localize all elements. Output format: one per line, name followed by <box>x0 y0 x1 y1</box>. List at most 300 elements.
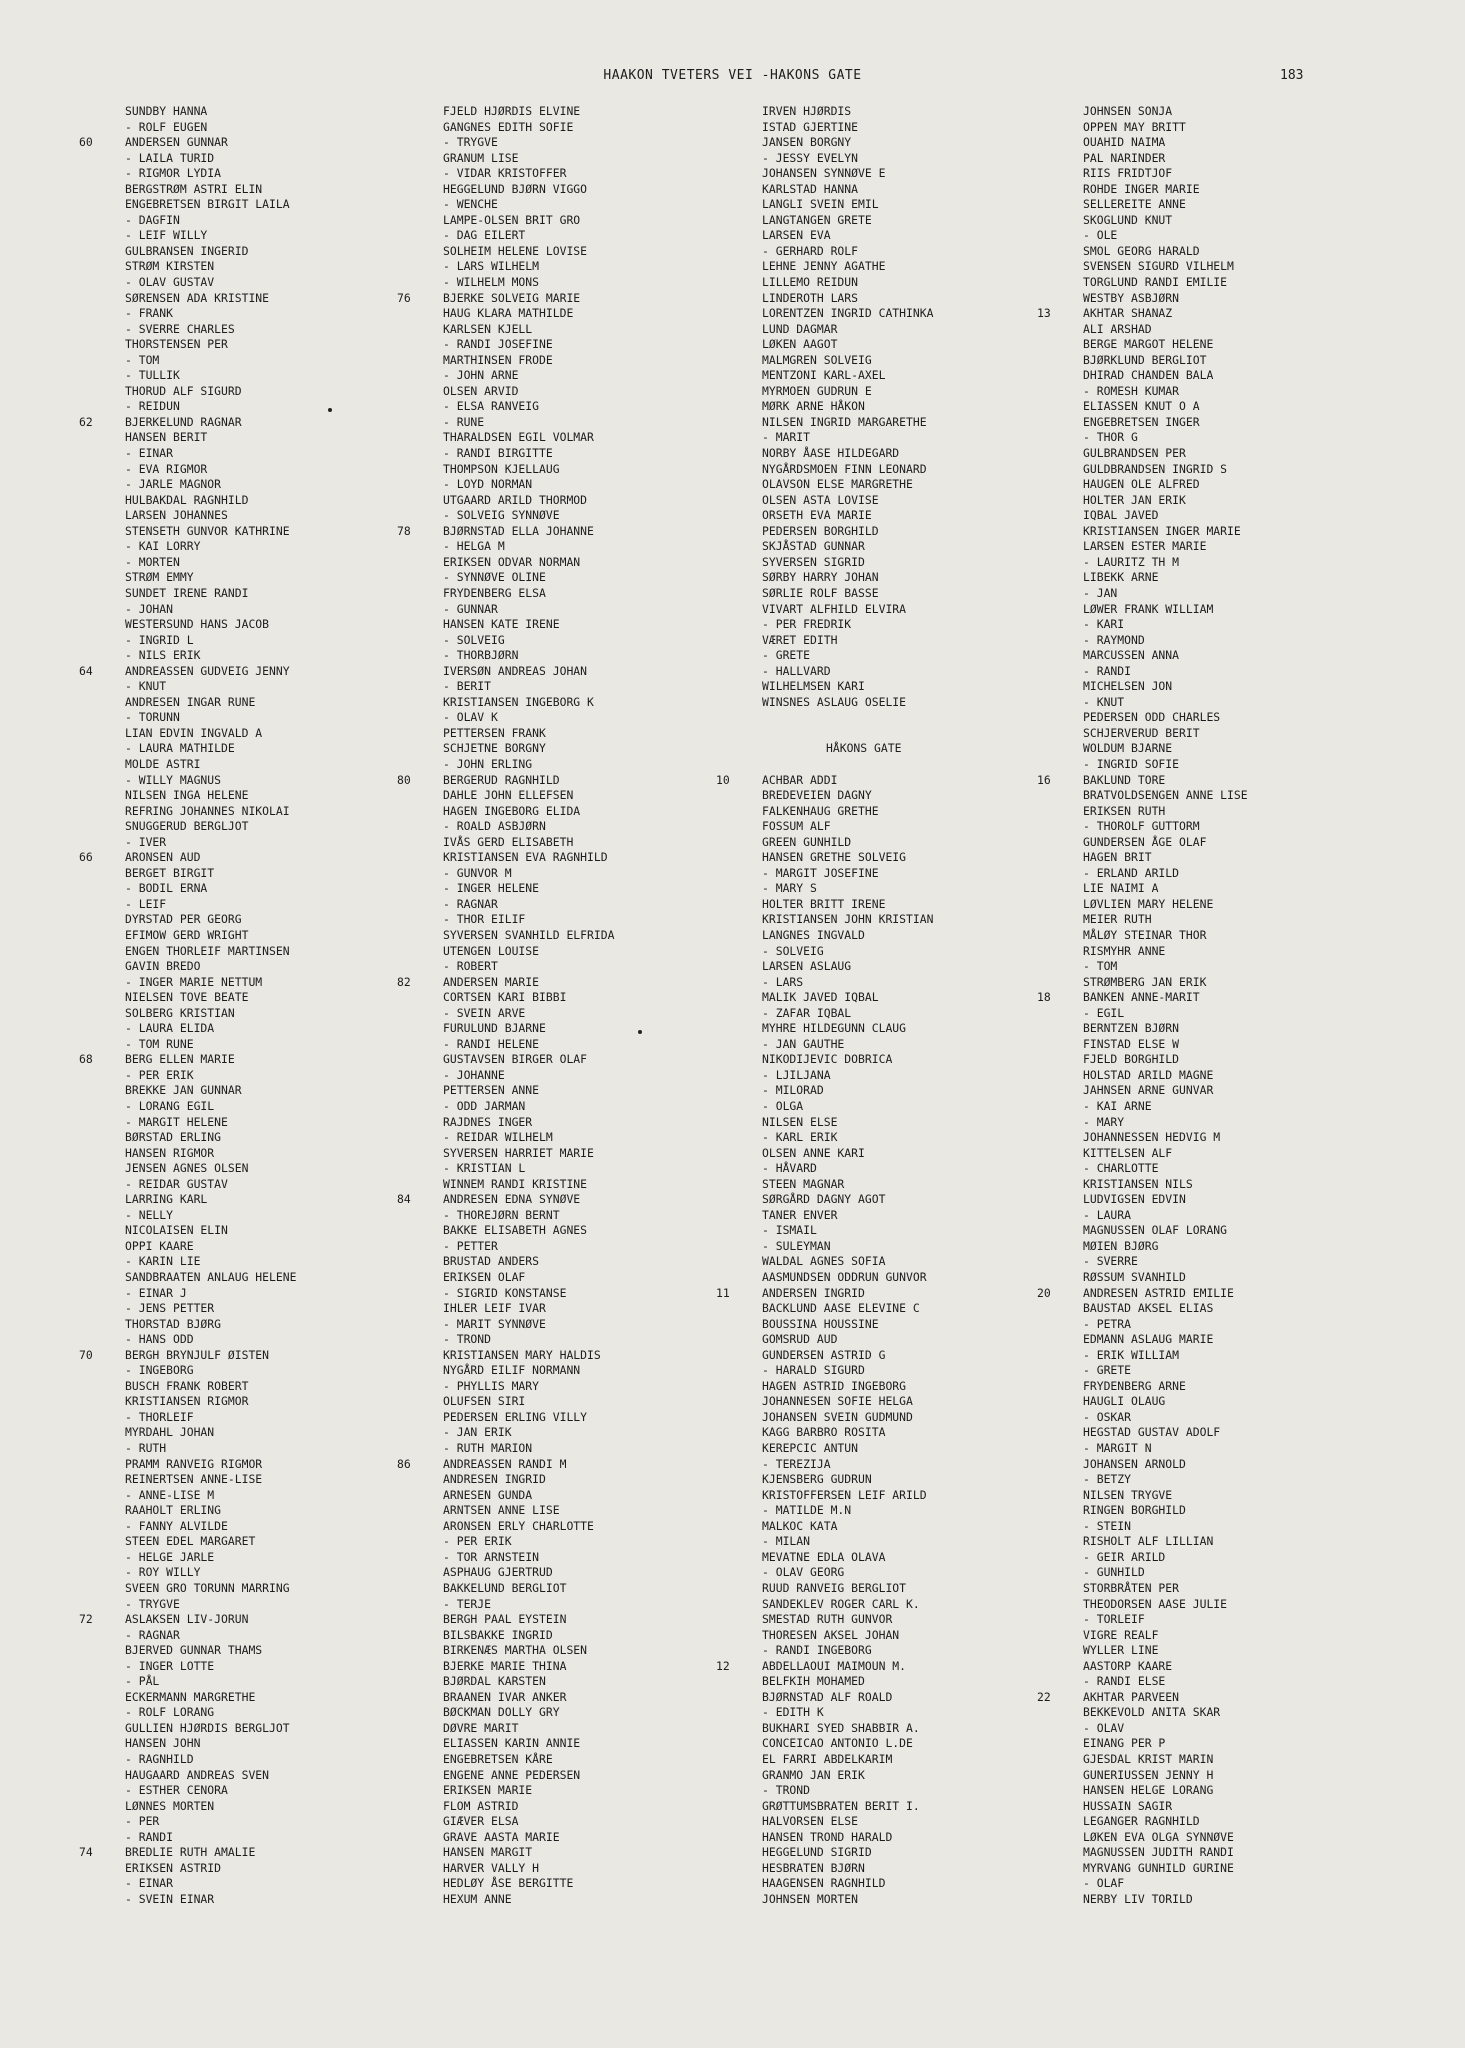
resident-name: BJØRNSTAD ELLA JOHANNE <box>443 523 594 538</box>
resident-name: - TRYGVE <box>443 135 498 150</box>
directory-entry <box>443 1565 614 1581</box>
directory-entry <box>762 104 933 120</box>
resident-name: MØIEN BJØRG <box>1083 1238 1159 1253</box>
directory-entry <box>125 1270 296 1286</box>
directory-entry <box>1083 1534 1248 1550</box>
print-speck <box>638 1030 642 1034</box>
resident-name: - LEIF WILLY <box>125 228 208 243</box>
resident-name: GRØTTUMSBRATEN BERIT I. <box>762 1798 920 1813</box>
resident-name: - HARALD SIGURD <box>762 1363 865 1378</box>
directory-entry <box>1083 1410 1248 1426</box>
resident-name: - RUTH <box>125 1441 167 1456</box>
directory-entry <box>1083 151 1248 167</box>
directory-entry <box>443 508 614 524</box>
directory-entry <box>125 524 296 540</box>
directory-entry <box>762 1363 933 1379</box>
resident-name: HULBAKDAL RAGNHILD <box>125 492 249 507</box>
directory-entry <box>125 1146 296 1162</box>
resident-name: DAHLE JOHN ELLEFSEN <box>443 788 574 803</box>
directory-entry <box>443 337 614 353</box>
resident-name: RISHOLT ALF LILLIAN <box>1083 1534 1214 1549</box>
resident-name: KEREPCIC ANTUN <box>762 1441 859 1456</box>
resident-name: NICOLAISEN ELIN <box>125 1223 228 1238</box>
resident-name: - OLGA <box>762 1099 804 1113</box>
directory-entry <box>1083 477 1248 493</box>
resident-name: - INGRID L <box>125 632 194 647</box>
resident-name: ORSETH EVA MARIE <box>762 508 872 523</box>
directory-entry <box>443 726 614 742</box>
directory-entry <box>443 1037 614 1053</box>
directory-entry <box>762 1705 933 1721</box>
resident-name: - MARGIT N <box>1083 1441 1152 1456</box>
directory-entry <box>762 897 933 913</box>
resident-name: JOHNSEN MORTEN <box>762 1891 859 1906</box>
print-speck <box>328 408 332 412</box>
directory-entry <box>443 648 614 664</box>
resident-name: - GRETE <box>762 648 811 663</box>
resident-name: IVÅS GERD ELISABETH <box>443 834 574 849</box>
resident-name: - TOM RUNE <box>125 1036 194 1051</box>
resident-name: HALVORSEN ELSE <box>762 1814 859 1829</box>
directory-entry <box>762 1721 933 1737</box>
resident-name: JANSEN BORGNY <box>762 135 852 150</box>
resident-name: FRYDENBERG ARNE <box>1083 1378 1186 1393</box>
house-number: 20 <box>1037 1285 1051 1300</box>
resident-name: - JAN GAUTHE <box>762 1036 845 1051</box>
resident-name: SUNDET IRENE RANDI <box>125 585 249 600</box>
directory-entry <box>125 1597 296 1613</box>
resident-name: ASLAKSEN LIV-JORUN <box>125 1612 249 1627</box>
resident-name: ENGEN THORLEIF MARTINSEN <box>125 943 290 958</box>
directory-entry <box>1083 866 1248 882</box>
directory-entry <box>125 1534 296 1550</box>
directory-entry <box>1083 1192 1248 1208</box>
directory-entry <box>443 1892 614 1908</box>
directory-entry <box>762 1830 933 1846</box>
resident-name: IQBAL JAVED <box>1083 508 1159 523</box>
house-number: 80 <box>397 772 411 787</box>
directory-entry <box>125 602 296 618</box>
directory-entry <box>443 633 614 649</box>
directory-entry <box>125 368 296 384</box>
directory-entry <box>125 120 296 136</box>
resident-name: BAKKELUND BERGLIOT <box>443 1580 567 1595</box>
resident-name: GULBRANSEN INGERID <box>125 243 249 258</box>
resident-name: HANSEN GRETHE SOLVEIG <box>762 850 907 865</box>
resident-name: - THOR EILIF <box>443 912 526 927</box>
resident-name: OLUFSEN SIRI <box>443 1394 526 1409</box>
directory-entry <box>443 1083 614 1099</box>
directory-entry <box>762 1348 933 1364</box>
directory-entry <box>762 1768 933 1784</box>
directory-entry <box>443 1286 614 1302</box>
directory-entry <box>762 1270 933 1286</box>
resident-name: BERGE MARGOT HELENE <box>1083 337 1214 352</box>
resident-name: MALKOC KATA <box>762 1518 838 1533</box>
directory-entry <box>1083 275 1248 291</box>
directory-entry <box>125 430 296 446</box>
resident-name: - RANDI <box>1083 663 1132 678</box>
resident-name: GULLIEN HJØRDIS BERGLJOT <box>125 1720 290 1735</box>
directory-entry <box>125 1830 296 1846</box>
resident-name: BJERKE MARIE THINA <box>443 1658 567 1673</box>
directory-entry <box>443 1394 614 1410</box>
resident-name: BERG ELLEN MARIE <box>125 1052 235 1067</box>
directory-entry <box>443 850 614 866</box>
directory-entry <box>762 182 933 198</box>
resident-name: - DAGFIN <box>125 212 180 227</box>
resident-name: SØRBY HARRY JOHAN <box>762 570 879 585</box>
resident-name: JOHANSEN SYNNØVE E <box>762 166 886 181</box>
resident-name: UTGAARD ARILD THORMOD <box>443 492 588 507</box>
resident-name: AASMUNDSEN ODDRUN GUNVOR <box>762 1270 927 1285</box>
resident-name: - KAI ARNE <box>1083 1099 1152 1113</box>
resident-name: - THOREJØRN BERNT <box>443 1207 560 1222</box>
directory-entry <box>125 1410 296 1426</box>
directory-entry <box>443 1488 614 1504</box>
resident-name: - IVER <box>125 834 167 849</box>
directory-entry <box>125 1876 296 1892</box>
directory-entry <box>443 804 614 820</box>
resident-name: BERNTZEN BJØRN <box>1083 1021 1180 1036</box>
directory-entry <box>1083 120 1248 136</box>
resident-name: LØVLIEN MARY HELENE <box>1083 896 1214 911</box>
directory-entry <box>443 1643 614 1659</box>
resident-name: PEDERSEN ERLING VILLY <box>443 1409 588 1424</box>
directory-entry <box>443 384 614 400</box>
directory-entry <box>125 1083 296 1099</box>
directory-entry <box>1083 1021 1248 1037</box>
directory-entry <box>1083 462 1248 478</box>
resident-name: BOUSSINA HOUSSINE <box>762 1316 879 1331</box>
directory-entry <box>762 1021 933 1037</box>
directory-entry <box>125 1457 296 1473</box>
directory-entry <box>443 1052 614 1068</box>
resident-name: HAGEN BRIT <box>1083 850 1152 865</box>
resident-name: - LARS WILHELM <box>443 259 540 274</box>
directory-entry <box>125 322 296 338</box>
directory-entry <box>125 944 296 960</box>
directory-entry <box>443 695 614 711</box>
directory-entry <box>125 1503 296 1519</box>
resident-name: STEEN MAGNAR <box>762 1176 845 1191</box>
resident-name: - KNUT <box>1083 694 1125 709</box>
resident-name: HANSEN MARGIT <box>443 1845 533 1860</box>
resident-name: - VIDAR KRISTOFFER <box>443 166 567 181</box>
resident-name: - PÅL <box>125 1674 160 1689</box>
directory-entry <box>125 166 296 182</box>
directory-entry <box>125 555 296 571</box>
resident-name: HEGGELUND BJØRN VIGGO <box>443 181 588 196</box>
directory-entry <box>125 1363 296 1379</box>
directory-entry <box>1083 897 1248 913</box>
resident-name: LORENTZEN INGRID CATHINKA <box>762 306 934 321</box>
directory-entry <box>762 1037 933 1053</box>
resident-name: - ANNE-LISE M <box>125 1487 215 1502</box>
directory-entry <box>443 213 614 229</box>
resident-name: - RAYMOND <box>1083 632 1145 647</box>
directory-entry <box>443 322 614 338</box>
resident-name: - TRYGVE <box>125 1596 180 1611</box>
resident-name: HARVER VALLY H <box>443 1860 540 1875</box>
resident-name: - JAN ERIK <box>443 1425 512 1440</box>
directory-entry <box>443 1410 614 1426</box>
directory-entry <box>1083 850 1248 866</box>
directory-entry <box>125 446 296 462</box>
resident-name: - ROLF EUGEN <box>125 119 208 134</box>
directory-entry <box>762 337 933 353</box>
resident-name: STRØM EMMY <box>125 570 194 585</box>
directory-entry <box>762 975 933 991</box>
resident-name: KRISTIANSEN NILS <box>1083 1176 1193 1191</box>
resident-name: MALIK JAVED IQBAL <box>762 990 879 1005</box>
resident-name: SOLBERG KRISTIAN <box>125 1005 235 1020</box>
directory-entry <box>762 1317 933 1333</box>
directory-entry <box>1083 912 1248 928</box>
directory-entry <box>1083 1394 1248 1410</box>
directory-entry <box>762 1581 933 1597</box>
directory-entry <box>1083 1317 1248 1333</box>
resident-name: WESTERSUND HANS JACOB <box>125 617 270 632</box>
resident-name: - LOYD NORMAN <box>443 477 533 492</box>
directory-entry <box>1083 757 1248 773</box>
directory-entry <box>762 1146 933 1162</box>
resident-name: JOHANNESEN SOFIE HELGA <box>762 1394 913 1409</box>
directory-entry <box>1083 959 1248 975</box>
resident-name: OLAVSON ELSE MARGRETHE <box>762 477 913 492</box>
directory-entry <box>762 135 933 151</box>
directory-entry <box>443 353 614 369</box>
directory-entry <box>125 1519 296 1535</box>
resident-name: HAUGLI OLAUG <box>1083 1394 1166 1409</box>
directory-entry <box>443 1581 614 1597</box>
directory-entry <box>443 306 614 322</box>
resident-name: THORUD ALF SIGURD <box>125 383 242 398</box>
resident-name: - ERLAND ARILD <box>1083 865 1180 880</box>
directory-entry <box>762 819 933 835</box>
directory-entry <box>1083 1814 1248 1830</box>
directory-entry <box>1083 1597 1248 1613</box>
resident-name: KRISTIANSEN RIGMOR <box>125 1394 249 1409</box>
resident-name: MÅLØY STEINAR THOR <box>1083 927 1207 942</box>
directory-entry <box>443 430 614 446</box>
house-number: 82 <box>397 974 411 989</box>
directory-entry <box>1083 399 1248 415</box>
directory-entry <box>443 1161 614 1177</box>
directory-entry <box>443 586 614 602</box>
directory-entry <box>762 1223 933 1239</box>
directory-entry <box>443 1690 614 1706</box>
directory-entry <box>443 493 614 509</box>
directory-entry <box>443 228 614 244</box>
directory-entry <box>125 508 296 524</box>
directory-entry <box>125 1674 296 1690</box>
resident-name: MYRDAHL JOHAN <box>125 1425 215 1440</box>
resident-name: BJØRDAL KARSTEN <box>443 1674 546 1689</box>
resident-name: - MARIT <box>762 430 811 445</box>
resident-name: ECKERMANN MARGRETHE <box>125 1689 256 1704</box>
house-number: 10 <box>716 772 730 787</box>
directory-entry <box>1083 1301 1248 1317</box>
directory-entry <box>1083 835 1248 851</box>
directory-entry <box>443 1845 614 1861</box>
directory-entry <box>125 1208 296 1224</box>
resident-name: - INGER HELENE <box>443 881 540 896</box>
directory-entry <box>762 990 933 1006</box>
directory-entry <box>443 912 614 928</box>
directory-entry <box>1083 570 1248 586</box>
resident-name: - GRETE <box>1083 1363 1132 1378</box>
resident-name: BØCKMAN DOLLY GRY <box>443 1705 560 1720</box>
directory-entry <box>1083 1223 1248 1239</box>
resident-name: CONCEICAO ANTONIO L.DE <box>762 1736 913 1751</box>
directory-entry <box>125 1254 296 1270</box>
resident-name: DYRSTAD PER GEORG <box>125 912 242 927</box>
directory-entry <box>443 757 614 773</box>
directory-column-3 <box>716 104 934 1907</box>
resident-name: IVERSØN ANDREAS JOHAN <box>443 663 588 678</box>
directory-entry <box>443 1254 614 1270</box>
resident-name: - RANDI BIRGITTE <box>443 446 553 461</box>
directory-entry <box>125 1488 296 1504</box>
resident-name: BILSBAKKE INGRID <box>443 1627 553 1642</box>
directory-entry <box>1083 415 1248 431</box>
directory-entry <box>443 1876 614 1892</box>
resident-name: - JOHN ARNE <box>443 368 519 383</box>
resident-name: HOLSTAD ARILD MAGNE <box>1083 1067 1214 1082</box>
resident-name: - RANDI HELENE <box>443 1036 540 1051</box>
directory-entry <box>443 1006 614 1022</box>
resident-name: JOHANNESSEN HEDVIG M <box>1083 1130 1221 1145</box>
resident-name: - MARY <box>1083 1114 1125 1129</box>
directory-entry <box>125 819 296 835</box>
directory-entry <box>443 259 614 275</box>
resident-name: HESBRATEN BJØRN <box>762 1860 865 1875</box>
resident-name: - HELGA M <box>443 539 505 554</box>
resident-name: MARCUSSEN ANNA <box>1083 648 1180 663</box>
resident-name: TORGLUND RANDI EMILIE <box>1083 275 1228 290</box>
resident-name: - ERIK WILLIAM <box>1083 1347 1180 1362</box>
directory-entry <box>762 1099 933 1115</box>
resident-name: - INGEBORG <box>125 1363 194 1378</box>
directory-column-2 <box>397 104 615 1907</box>
directory-entry <box>397 523 614 540</box>
directory-entry <box>762 430 933 446</box>
directory-entry <box>125 1736 296 1752</box>
directory-entry <box>443 1736 614 1752</box>
resident-name: - KRISTIAN L <box>443 1161 526 1176</box>
resident-name: LØNNES MORTEN <box>125 1798 215 1813</box>
resident-name: LIE NAIMI A <box>1083 881 1159 896</box>
resident-name: - JESSY EVELYN <box>762 150 859 165</box>
directory-entry <box>79 663 296 680</box>
resident-name: SCHJETNE BORGNY <box>443 741 546 756</box>
directory-entry <box>443 1628 614 1644</box>
resident-name: SYVERSEN SIGRID <box>762 554 865 569</box>
resident-name: - TORLEIF <box>1083 1612 1145 1627</box>
resident-name: IHLER LEIF IVAR <box>443 1301 546 1316</box>
directory-entry <box>443 1861 614 1877</box>
directory-entry <box>762 306 933 322</box>
resident-name: SMOL GEORG HARALD <box>1083 243 1200 258</box>
directory-entry <box>1083 446 1248 462</box>
directory-entry <box>1083 1736 1248 1752</box>
resident-name: - OLAV <box>1083 1720 1125 1735</box>
resident-name: BELFKIH MOHAMED <box>762 1674 865 1689</box>
directory-entry <box>125 1379 296 1395</box>
resident-name: BERGET BIRGIT <box>125 865 215 880</box>
directory-entry <box>125 1721 296 1737</box>
resident-name: ARNTSEN ANNE LISE <box>443 1503 560 1518</box>
resident-name: - ODD JARMAN <box>443 1099 526 1113</box>
resident-name: GANGNES EDITH SOFIE <box>443 119 574 134</box>
directory-entry <box>762 1115 933 1131</box>
resident-name: - KARI <box>1083 617 1125 632</box>
directory-entry <box>125 1130 296 1146</box>
directory-entry <box>125 726 296 742</box>
directory-entry <box>762 570 933 586</box>
resident-name: RØSSUM SVANHILD <box>1083 1270 1186 1285</box>
resident-name: - TORUNN <box>125 710 180 725</box>
directory-entry <box>443 244 614 260</box>
resident-name: - RAGNAR <box>443 896 498 911</box>
resident-name: HAGEN ASTRID INGEBORG <box>762 1378 907 1393</box>
directory-entry <box>443 1332 614 1348</box>
directory-entry <box>443 1721 614 1737</box>
resident-name: - JOHAN <box>125 601 174 616</box>
directory-entry <box>762 275 933 291</box>
directory-entry <box>443 135 614 151</box>
resident-name: DHIRAD CHANDEN BALA <box>1083 368 1214 383</box>
resident-name: ELIASSEN KNUT O A <box>1083 399 1200 414</box>
resident-name: - RANDI JOSEFINE <box>443 337 553 352</box>
directory-entry <box>762 399 933 415</box>
resident-name: - HELGE JARLE <box>125 1549 215 1564</box>
resident-name: THORSTENSEN PER <box>125 337 228 352</box>
directory-entry <box>762 1441 933 1457</box>
directory-entry <box>1083 1177 1248 1193</box>
resident-name: - PETTER <box>443 1238 498 1253</box>
directory-entry <box>762 1488 933 1504</box>
directory-entry <box>1037 1285 1248 1302</box>
directory-entry <box>1083 710 1248 726</box>
directory-entry <box>125 866 296 882</box>
house-number: 64 <box>79 663 93 678</box>
directory-entry <box>762 1550 933 1566</box>
resident-name: BIRKENÆS MARTHA OLSEN <box>443 1643 588 1658</box>
resident-name: LINDEROTH LARS <box>762 290 859 305</box>
resident-name: ASPHAUG GJERTRUD <box>443 1565 553 1580</box>
directory-entry <box>443 1021 614 1037</box>
resident-name: - RANDI ELSE <box>1083 1674 1166 1689</box>
directory-entry <box>1083 1628 1248 1644</box>
page-header-title: HAAKON TVETERS VEI -HAKONS GATE <box>603 68 862 83</box>
resident-name: WESTBY ASBJØRN <box>1083 290 1180 305</box>
resident-name: WINSNES ASLAUG OSELIE <box>762 694 907 709</box>
directory-entry <box>125 757 296 773</box>
directory-entry <box>762 928 933 944</box>
resident-name: FOSSUM ALF <box>762 819 831 834</box>
resident-name: GULBRANDSEN PER <box>1083 446 1186 461</box>
resident-name: LANGTANGEN GRETE <box>762 212 872 227</box>
directory-entry <box>762 1177 933 1193</box>
resident-name: ISTAD GJERTINE <box>762 119 859 134</box>
resident-name: RINGEN BORGHILD <box>1083 1503 1186 1518</box>
directory-entry <box>125 1115 296 1131</box>
directory-entry <box>762 291 933 307</box>
directory-entry <box>762 1643 933 1659</box>
resident-name: - MILAN <box>762 1534 811 1549</box>
